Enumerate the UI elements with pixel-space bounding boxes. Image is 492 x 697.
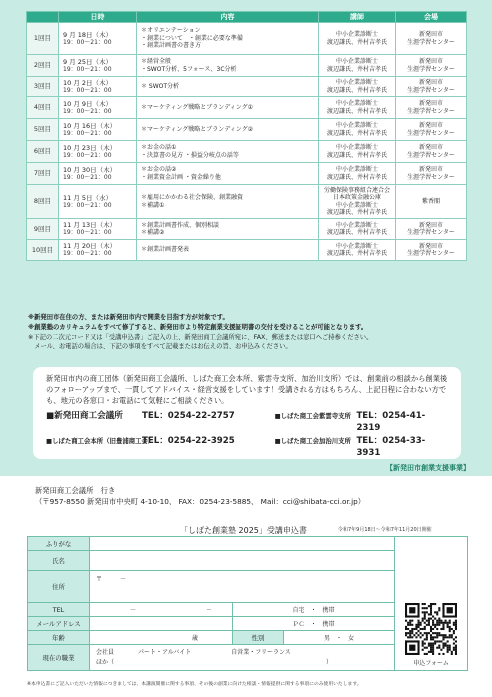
session-number: 2回目 xyxy=(27,55,59,77)
age-field[interactable] xyxy=(90,631,233,645)
schedule-row xyxy=(27,97,467,119)
note-eligibility: ※新発田市在住の方、または新発田市内で開業を目指す方が対象です。 xyxy=(28,314,229,321)
venue-line: 生涯学習センター xyxy=(407,229,455,236)
session-number: 8回目 xyxy=(27,185,59,219)
form-title: 「しばた創業塾 2025」受講申込書 xyxy=(180,526,307,535)
header-date: 日時 xyxy=(59,12,137,23)
tel-separator: － xyxy=(130,607,137,614)
content-line: ＊経営全般 xyxy=(141,58,172,65)
venue-line: 新発田市 xyxy=(418,58,443,65)
schedule-row xyxy=(27,119,467,141)
venue-line: 紫香閣 xyxy=(421,197,440,205)
schedule-table xyxy=(26,11,467,261)
mail-field[interactable] xyxy=(90,617,233,631)
mail-label: メールアドレス xyxy=(28,617,90,631)
note-certificate: ※創業塾のカリキュラムをすべて修了すると、新発田市より特定創業支援証明書の交付を受けることが可能となります。 xyxy=(28,323,368,331)
session-number: 3回目 xyxy=(27,77,59,97)
session-date xyxy=(59,97,137,119)
job-label: 現在の職業 xyxy=(28,645,90,671)
lecturer-line: 中小企業診断士 xyxy=(335,79,378,86)
header-content: 内容 xyxy=(137,12,319,23)
session-day: 11 月 20日（木） xyxy=(63,242,117,251)
header-lecturer: 講師 xyxy=(319,12,396,23)
tel-label: TEL xyxy=(28,603,90,617)
privacy-footnote: ※本申込書にご記入いただいた情報につきましては、本講演開催に関する事項、その後の創業に向けた相談・情報提供に関する事項にのみ使用いたします。 xyxy=(27,682,362,687)
schedule-header-row xyxy=(27,12,467,23)
session-time: 19：00～21：00 xyxy=(63,151,112,159)
furigana-label: ふりがな xyxy=(28,537,90,551)
session-lecturer xyxy=(319,77,396,97)
lecturer-line: 渡辺謙氏、井村吉孝氏 xyxy=(326,107,387,115)
content-line: ・創業計画書の書き方 xyxy=(141,42,202,50)
content-line: ＊お金の話① xyxy=(141,144,177,151)
session-lecturer xyxy=(319,219,396,240)
session-day: 10 月 2日（木） xyxy=(63,78,113,87)
venue-line: 生涯学習センター xyxy=(407,38,455,46)
session-number: 1回目 xyxy=(27,23,59,55)
lecturer-line: 中小企業診断士 xyxy=(335,144,378,151)
lecturer-line: 中小企業診断士 xyxy=(335,201,378,209)
schedule-row xyxy=(27,240,467,261)
session-time: 19：00～21：00 xyxy=(63,229,112,237)
session-venue xyxy=(396,97,467,119)
form-period: 令和7年9月18日～令和7年11月20日開催 xyxy=(338,527,432,533)
session-date xyxy=(59,119,137,141)
session-lecturer xyxy=(319,119,396,141)
lecturer-line: 渡辺謙氏、井村吉孝氏 xyxy=(326,209,387,216)
venue-line: 新発田市 xyxy=(418,221,443,229)
lecturer-line: 中小企業診断士 xyxy=(335,100,378,107)
application-form xyxy=(27,536,468,671)
session-content xyxy=(137,119,319,141)
session-day: 9 月 25日（木） xyxy=(63,57,113,66)
job-option-employee[interactable]: 会社員 xyxy=(96,648,115,656)
address-recipient: 新発田商工会議所 行き xyxy=(35,486,116,495)
session-date xyxy=(59,185,137,219)
tel-type[interactable]: 自宅 ・ 携帯 xyxy=(233,603,395,617)
contact-tel: TEL：0254-22-2757 xyxy=(142,410,235,421)
session-content xyxy=(137,55,319,77)
schedule-row xyxy=(27,185,467,219)
session-content xyxy=(137,23,319,55)
venue-line: 生涯学習センター xyxy=(407,65,455,73)
notes xyxy=(28,313,468,352)
lecturer-line: 渡辺謙氏、井村吉孝氏 xyxy=(326,229,387,236)
content-line: ・創業について ・創業に必要な準備 xyxy=(141,34,243,42)
address-field[interactable] xyxy=(90,571,395,603)
schedule-row xyxy=(27,77,467,97)
content-line: ＊雇用にかかわる社会保険、創業融資 xyxy=(141,194,244,201)
content-line: ＊マーケティング戦略とブランディング① xyxy=(141,103,254,111)
contact-list xyxy=(46,410,449,460)
qr-label: 申込フォーム xyxy=(413,660,449,667)
content-line: ・SWOT分析、5フォース、3C分析 xyxy=(141,65,237,73)
header-venue: 会場 xyxy=(396,12,467,23)
content-line: ＊ SWOT分析 xyxy=(141,82,180,90)
lecturer-line: 中小企業診断士 xyxy=(335,221,378,229)
contact-name: ■新発田商工会議所 xyxy=(46,410,123,421)
session-content xyxy=(137,77,319,97)
note-apply: ※下記の二次元コード又は「受講申込書」ご記入の上、新発田商工会議所宛に、FAX、郵送または窓口へご持参ください。 xyxy=(28,333,373,341)
session-day: 11 月 13日（木） xyxy=(63,221,117,230)
session-time: 19：00～21：00 xyxy=(63,38,112,46)
contact-tel: TEL：0254-33-3931 xyxy=(356,435,426,459)
session-number: 10回目 xyxy=(27,240,59,261)
session-number: 6回目 xyxy=(27,141,59,163)
session-number: 5回目 xyxy=(27,119,59,141)
session-date xyxy=(59,55,137,77)
contact-item xyxy=(275,410,449,435)
name-label: 氏名 xyxy=(28,551,90,571)
name-field[interactable] xyxy=(90,551,395,571)
venue-line: 生涯学習センター xyxy=(407,129,455,137)
venue-line: 生涯学習センター xyxy=(407,151,455,159)
session-content xyxy=(137,185,319,219)
lecturer-line: 中小企業診断士 xyxy=(335,122,378,129)
session-venue xyxy=(396,219,467,240)
session-time: 19：00～21：00 xyxy=(63,65,112,73)
session-date xyxy=(59,141,137,163)
job-option-self-employed[interactable]: 自営業・フリーランス xyxy=(231,648,291,656)
session-content xyxy=(137,219,319,240)
session-venue xyxy=(396,119,467,141)
lecturer-line: 中小企業診断士 xyxy=(335,166,378,173)
contact-name: ■しばた商工会本所（旧豊浦商工会） xyxy=(46,436,155,445)
venue-line: 生涯学習センター xyxy=(407,107,455,115)
session-time: 19：00～21：00 xyxy=(63,201,112,209)
job-option-other[interactable]: ほか（ xyxy=(96,658,115,666)
consultation-box xyxy=(33,367,461,459)
venue-line: 新発田市 xyxy=(418,79,443,86)
session-venue xyxy=(396,141,467,163)
venue-line: 生涯学習センター xyxy=(407,173,455,181)
session-date xyxy=(59,219,137,240)
lecturer-line: 渡辺謙氏、井村吉孝氏 xyxy=(326,129,387,137)
gender-options[interactable]: 男 ・ 女 xyxy=(284,631,395,645)
schedule-row xyxy=(27,163,467,185)
session-day: 11 月 5日（水） xyxy=(63,193,113,202)
mailing-address xyxy=(35,486,365,507)
venue-line: 新発田市 xyxy=(418,31,443,38)
session-lecturer xyxy=(319,240,396,261)
session-lecturer xyxy=(319,185,396,219)
session-time: 19：00～21：00 xyxy=(63,86,112,94)
session-date xyxy=(59,163,137,185)
content-line: ＊お金の話② xyxy=(141,166,177,173)
session-lecturer xyxy=(319,163,396,185)
content-line: ＊創業計画書発表 xyxy=(141,246,190,254)
contact-item xyxy=(275,435,449,460)
session-time: 19：00～21：00 xyxy=(63,129,112,137)
contact-item xyxy=(46,435,275,460)
session-date xyxy=(59,23,137,55)
content-line: ＊補講② xyxy=(141,229,165,236)
schedule-row xyxy=(27,219,467,240)
mail-type[interactable]: ＰＣ ・ 携帯 xyxy=(233,617,395,631)
session-venue xyxy=(396,55,467,77)
session-time: 19：00～21：00 xyxy=(63,107,112,115)
schedule-row xyxy=(27,141,467,163)
lecturer-line: 渡辺謙氏、井村吉孝氏 xyxy=(326,151,387,159)
header-no xyxy=(27,12,59,23)
content-line: ＊オリエンテーション xyxy=(141,27,201,35)
lecturer-line: 中小企業診断士 xyxy=(335,242,378,250)
venue-line: 生涯学習センター xyxy=(407,250,455,257)
session-day: 10 月 30日（木） xyxy=(63,165,117,174)
contact-name: ■しばた商工会加治川支所 xyxy=(274,436,351,445)
session-content xyxy=(137,240,319,261)
venue-line: 新発田市 xyxy=(418,166,443,173)
session-number: 4回目 xyxy=(27,97,59,119)
content-line: ・決算書の見方 ・損益分岐点の話等 xyxy=(141,151,239,159)
lecturer-line: 中小企業診断士 xyxy=(335,58,378,65)
support-label: 【新発田市創業支援事業】 xyxy=(386,464,470,472)
content-line: ＊補講① xyxy=(141,201,165,209)
address-label: 住所 xyxy=(28,571,90,603)
session-lecturer xyxy=(319,141,396,163)
lecturer-line: 渡辺謙氏、井村吉孝氏 xyxy=(326,86,387,94)
schedule-row xyxy=(27,23,467,55)
lecturer-line: 中小企業診断士 xyxy=(335,31,378,38)
venue-line: 生涯学習センター xyxy=(407,86,455,94)
session-lecturer xyxy=(319,97,396,119)
content-line: ・創業資金計画 ・資金繰り他 xyxy=(141,173,221,181)
lecturer-line: 渡辺謙氏、井村吉孝氏 xyxy=(326,250,387,257)
age-unit: 歳 xyxy=(191,635,198,642)
session-time: 19：00～21：00 xyxy=(63,250,112,258)
content-line: ＊マーケティング戦略とブランディング② xyxy=(141,125,254,133)
session-venue xyxy=(396,185,467,219)
session-venue xyxy=(396,77,467,97)
session-content xyxy=(137,97,319,119)
qr-cell xyxy=(395,537,468,671)
lecturer-line: 渡辺謙氏、井村吉孝氏 xyxy=(326,38,387,46)
session-number: 9回目 xyxy=(27,219,59,240)
contact-item xyxy=(46,410,275,435)
session-lecturer xyxy=(319,55,396,77)
session-day: 10 月 9日（木） xyxy=(63,99,113,108)
session-venue xyxy=(396,163,467,185)
session-venue xyxy=(396,240,467,261)
lecturer-line: 渡辺謙氏、井村吉孝氏 xyxy=(326,65,387,73)
furigana-field[interactable] xyxy=(90,537,395,551)
session-day: 10 月 16日（木） xyxy=(63,121,117,130)
session-lecturer xyxy=(319,23,396,55)
gender-label: 性別 xyxy=(233,631,284,645)
job-option-part-time[interactable]: パート・アルバイト xyxy=(137,648,192,656)
job-field[interactable] xyxy=(90,645,395,671)
age-label: 年齢 xyxy=(28,631,90,645)
address-details: （〒957-8550 新発田市中央町 4-10-10、 FAX：0254-23-5885、 Mail：cci@shibata-cci.or.jp） xyxy=(35,496,366,506)
tel-field[interactable] xyxy=(90,603,233,617)
postal-code: 〒 － xyxy=(96,576,127,583)
venue-line: 新発田市 xyxy=(418,100,443,107)
session-number: 7回目 xyxy=(27,163,59,185)
session-date xyxy=(59,77,137,97)
session-content xyxy=(137,163,319,185)
contact-tel: TEL：0254-41-2319 xyxy=(356,410,426,434)
tel-separator: － xyxy=(205,607,212,614)
session-venue xyxy=(396,23,467,55)
job-other-close: ） xyxy=(325,658,332,666)
content-line: ＊創業計画書作成、個別相談 xyxy=(141,221,220,229)
venue-line: 新発田市 xyxy=(418,122,443,129)
qr-code-icon[interactable] xyxy=(405,603,457,655)
lecturer-line: 日本政策金融公庫 xyxy=(332,194,381,201)
session-day: 10 月 23日（木） xyxy=(63,143,117,152)
session-date xyxy=(59,240,137,261)
venue-line: 新発田市 xyxy=(418,144,443,151)
session-content xyxy=(137,141,319,163)
contact-name: ■しばた商工会紫雲寺支所 xyxy=(274,411,351,420)
consultation-text: 新発田市内の商工団体（新発田商工会議所、しばた商工会本所、紫雲寺支所、加治川支所）では、創業前の相談から創業後のフォローアップまで、一貫してアドバイス・経営支援をしています！受講される方はもちろん、上記日程に合わない方でも、地元の各窓口・お電話にて気軽にご相談ください。 xyxy=(46,374,448,405)
contact-tel: TEL：0254-22-3925 xyxy=(142,435,235,446)
session-day: 9 月 18日（木） xyxy=(63,30,113,39)
lecturer-line: 労働保険事務組合連合会 xyxy=(323,186,390,194)
lecturer-line: 渡辺謙氏、井村吉孝氏 xyxy=(326,173,387,181)
schedule-row xyxy=(27,55,467,77)
venue-line: 新発田市 xyxy=(418,242,443,250)
session-time: 19：00～21：00 xyxy=(63,173,112,181)
note-apply-2: メール、お電話の場合は、下記の事項をすべて記載またはお伝えの旨、お申込みください。 xyxy=(28,343,292,351)
